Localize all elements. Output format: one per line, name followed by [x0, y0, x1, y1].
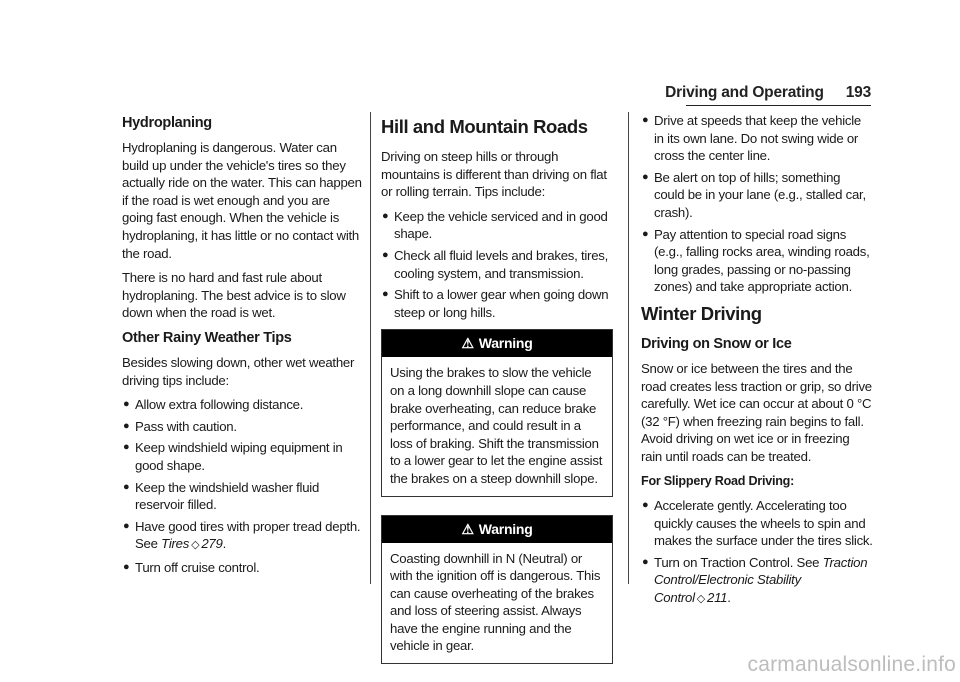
traction-control-link[interactable]: Traction Control/Electronic Stability Control: [654, 554, 868, 606]
list-item: ● Keep the windshield washer fluid reservoir filled.: [123, 479, 320, 513]
list-item: ● Pay attention to special road signs (e.g., falling rocks area, winding roads, long grades, passing or no-passing zones) and take appropriate action.: [642, 226, 870, 295]
header-rule: [686, 105, 871, 106]
slippery-tips-list: [641, 497, 873, 609]
bullet-icon: ●: [123, 560, 130, 573]
bullet-icon: ●: [382, 288, 389, 301]
tires-link[interactable]: Tires: [161, 536, 190, 552]
hydroplaning-heading: Hydroplaning: [122, 115, 212, 131]
warning-triangle-icon: ⚠: [461, 335, 474, 352]
bullet-icon: ●: [642, 170, 649, 183]
bullet-icon: ●: [642, 555, 649, 568]
hill-tips-list: [381, 208, 613, 322]
warning-header: ⚠ Warning: [382, 516, 612, 543]
bullet-icon: ●: [382, 209, 389, 222]
bullet-icon: ●: [123, 441, 130, 454]
list-item: ● Turn on Traction Control. See Traction Control/Electronic Stability Control ◇ 211.: [642, 554, 868, 606]
column-middle: [381, 112, 613, 682]
bullet-icon: ●: [123, 419, 130, 432]
list-item: ● Keep windshield wiping equipment in good shape.: [123, 440, 343, 473]
bullet-icon: ●: [123, 519, 130, 532]
rainy-tips-intro: Besides slowing down, other wet weather driving tips include:: [122, 354, 355, 388]
column-divider: [628, 112, 629, 584]
list-item: ● Drive at speeds that keep the vehicle in its own lane. Do not swing wide or cross the center line.: [642, 113, 862, 164]
section-title: Driving and Operating: [665, 84, 824, 101]
winter-driving-heading: Winter Driving: [641, 302, 762, 324]
list-item: ● Pass with caution.: [123, 418, 237, 434]
bullet-icon: ●: [123, 398, 130, 411]
hill-roads-heading: Hill and Mountain Roads: [381, 116, 588, 137]
list-item: ● Have good tires with proper tread depth. See Tires ◇ 279.: [123, 518, 361, 552]
hydroplaning-advice: There is no hard and fast rule about hydroplaning. The best advice is to slow down when the road is wet.: [122, 270, 346, 321]
warning-triangle-icon: ⚠: [461, 520, 474, 537]
bullet-icon: ●: [642, 114, 649, 126]
list-item: ● Shift to a lower gear when going down steep or long hills.: [382, 287, 609, 320]
bullet-icon: ●: [642, 499, 649, 512]
slippery-road-label: For Slippery Road Driving:: [641, 473, 795, 488]
tires-page-link[interactable]: 279: [201, 536, 223, 552]
warning-text: Using the brakes to slow the vehicle on a long downhill slope can cause brake overheating, can reduce brake performance, and could result in a loss of braking. Shift the transmission to a lower gear to let the engine assist the brakes on a steep downhill slope.: [390, 365, 603, 486]
column-right: [641, 112, 873, 616]
warning-box-coasting: [381, 515, 613, 665]
column-divider: [370, 112, 371, 584]
list-item: ● Allow extra following distance.: [123, 397, 304, 413]
column-left: [122, 112, 362, 583]
list-item: ● Be alert on top of hills; something could be in your lane (e.g., stalled car, crash).: [642, 169, 866, 220]
watermark: carmanualsonline.info: [747, 653, 956, 676]
bullet-icon: ●: [642, 227, 649, 240]
rainy-tips-heading: Other Rainy Weather Tips: [122, 329, 292, 346]
page-number: 193: [845, 84, 871, 101]
hill-roads-intro: Driving on steep hills or through mountains is different than driving on flat or rolling terrain. Tips include:: [381, 149, 607, 200]
bullet-icon: ●: [382, 248, 389, 261]
page-reference-icon: ◇: [696, 593, 705, 606]
snow-ice-paragraph: Snow or ice between the tires and the road creates less traction or grip, so drive carefully. Wet ice can occur at about 0 °C (32 °F) when freezing rain begins to fall. Avoid driving on wet ice or in freezing rain until roads can be treated.: [641, 360, 872, 464]
page-reference-icon: ◇: [191, 539, 200, 552]
bullet-icon: ●: [123, 480, 130, 493]
hydroplaning-paragraph: Hydroplaning is dangerous. Water can build up under the vehicle's tires so they actually ride on the water. This can happen if the road is wet enough and you are going fast enough. When the vehicle is hydroplaning, it has little or no contact with the road.: [122, 140, 362, 261]
rainy-tips-list: [122, 396, 362, 576]
warning-box-brakes: [381, 329, 613, 496]
list-item: ● Turn off cruise control.: [123, 559, 260, 575]
list-item: ● Keep the vehicle serviced and in good shape.: [382, 208, 608, 242]
page-header: [665, 84, 871, 102]
warning-header: ⚠ Warning: [382, 330, 612, 357]
list-item: ● Accelerate gently. Accelerating too quickly causes the wheels to spin and makes the surface under the tires slick.: [642, 498, 873, 549]
list-item: ● Check all fluid levels and brakes, tires, cooling system, and transmission.: [382, 247, 609, 281]
warning-text: Coasting downhill in N (Neutral) or with the ignition off is dangerous. This can cause overheating of the brakes and loss of steering assist. Always have the engine running and the vehicle in gear.: [390, 550, 601, 654]
hill-tips-list-continued: [641, 112, 873, 296]
snow-ice-heading: Driving on Snow or Ice: [641, 335, 792, 352]
traction-page-link[interactable]: 211: [706, 590, 728, 606]
